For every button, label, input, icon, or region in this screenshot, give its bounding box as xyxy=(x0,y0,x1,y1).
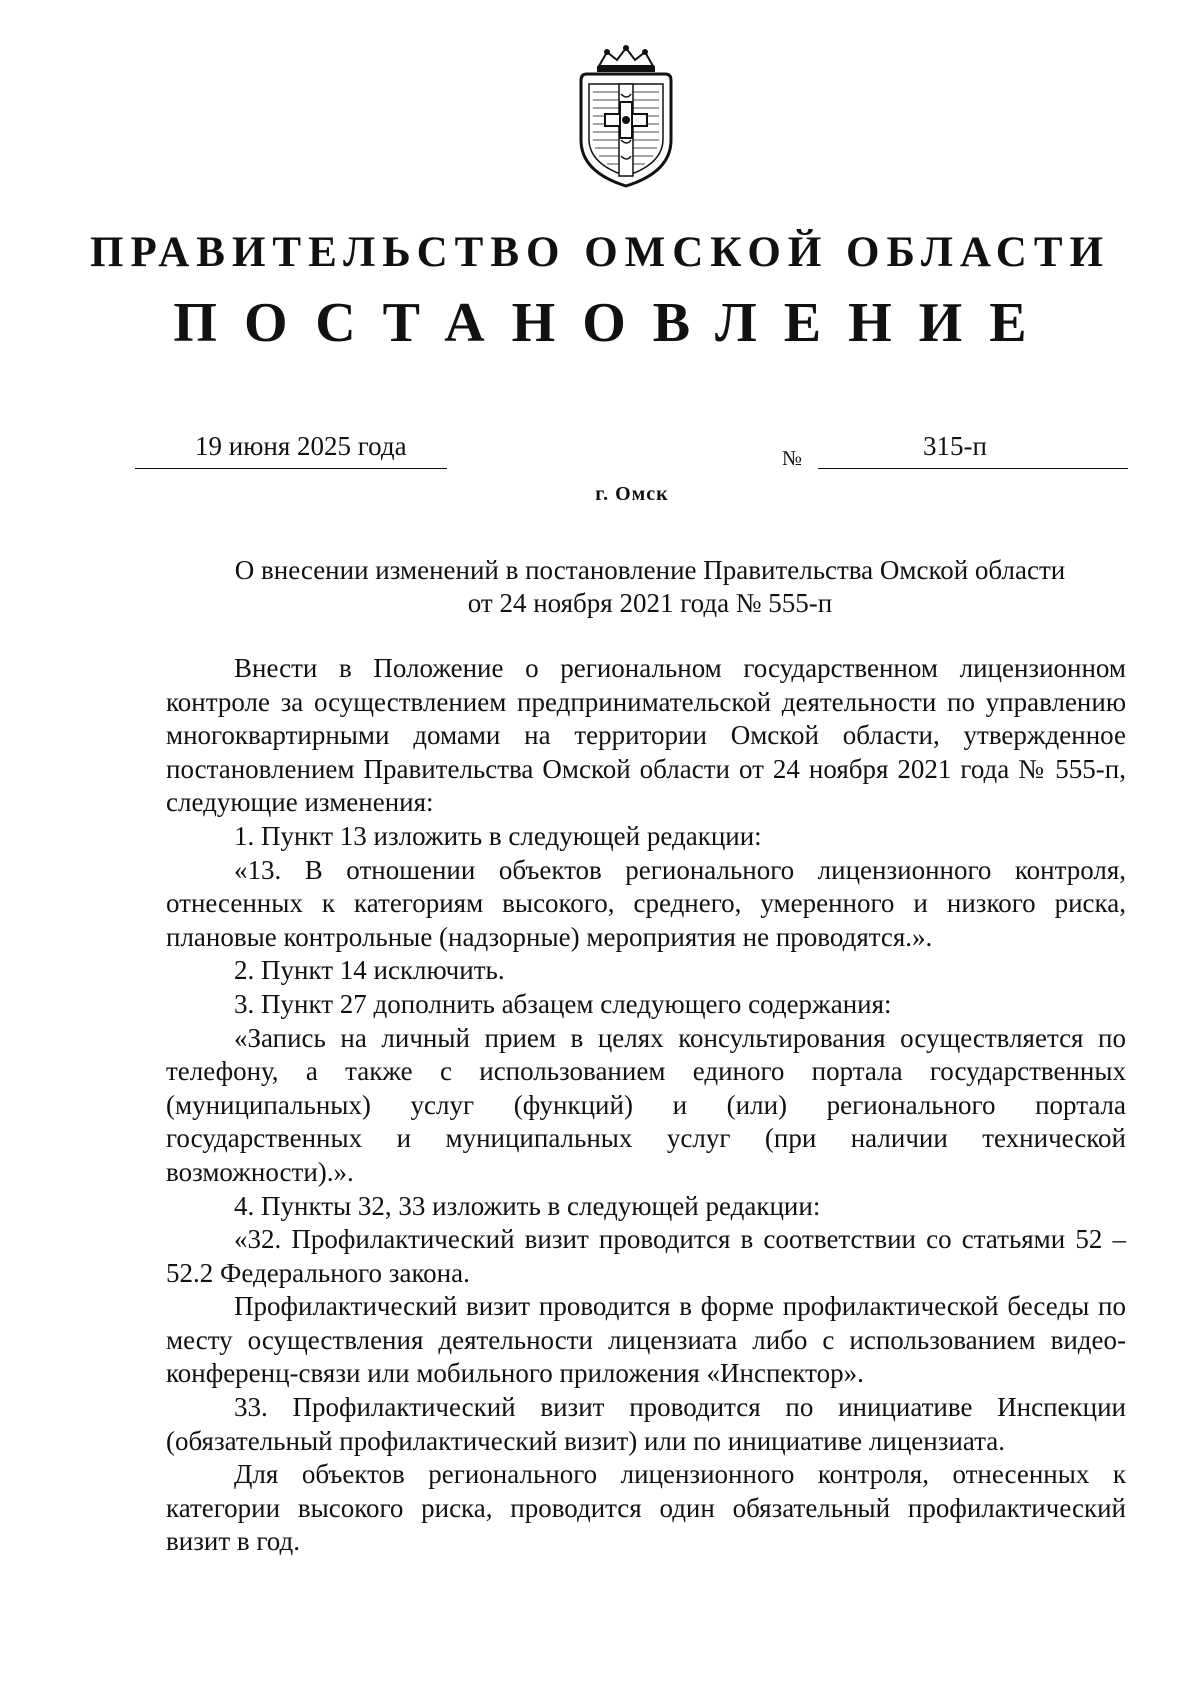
document-body xyxy=(166,652,1126,1559)
body-paragraph: 2. Пункт 14 исключить. xyxy=(234,955,505,986)
number-sign: № xyxy=(782,446,803,470)
body-paragraph: Для объектов регионального лицензионного контроля, отнесенных к категории высокого риска, проводится один обязательный профилактический визит в год. xyxy=(166,1459,1126,1557)
omsk-coat-of-arms-icon xyxy=(567,44,685,192)
body-paragraph: 1. Пункт 13 изложить в следующей редакции: xyxy=(234,820,762,851)
subject-line-2: от 24 ноября 2021 года № 555-п xyxy=(467,588,833,618)
government-title: ПРАВИТЕЛЬСТВО ОМСКОЙ ОБЛАСТИ xyxy=(90,229,1110,276)
subject-line-1: О внесении изменений в постановление Правительства Омской области xyxy=(234,555,1066,585)
document-city: г. Омск xyxy=(595,483,669,505)
document-type: ПОСТАНОВЛЕНИЕ xyxy=(173,292,1054,354)
document-date: 19 июня 2025 года xyxy=(195,431,407,461)
document-date-field xyxy=(135,428,447,469)
body-paragraph: 33. Профилактический визит проводится по инициативе Инспекции (обязательный профилактический визит) или по инициативе лицензиата. xyxy=(166,1392,1126,1456)
body-paragraph: Профилактический визит проводится в форме профилактической беседы по месту осуществления деятельности лицензиата либо с использованием видео-конференц-связи или мобильного приложения «Инспектор». xyxy=(166,1291,1126,1389)
document-number: 315-п xyxy=(923,431,987,461)
body-paragraph: «13. В отношении объектов регионального лицензионного контроля, отнесенных к категориям высокого, среднего, умеренного и низкого риска, плановые контрольные (надзорные) мероприятия не проводятся.». xyxy=(166,854,1126,952)
document-number-field xyxy=(818,428,1128,469)
body-paragraph: 3. Пункт 27 дополнить абзацем следующего содержания: xyxy=(234,988,892,1019)
body-paragraph: 4. Пункты 32, 33 изложить в следующей редакции: xyxy=(234,1190,821,1221)
document-subject xyxy=(150,554,1150,620)
body-paragraph: Внести в Положение о региональном государственном лицензионном контроле за осуществлением предпринимательской деятельности по управлению многоквартирными домами на территории Омской области, утвержденное постановлением Правительства Омской области от 24 ноября 2021 года № 555-п, следующие изменения: xyxy=(166,653,1126,818)
body-paragraph: «32. Профилактический визит проводится в соответствии со статьями 52 – 52.2 Федерального закона. xyxy=(166,1224,1126,1288)
body-paragraph: «Запись на личный прием в целях консультирования осуществляется по телефону, а также с использованием единого портала государственных (муниципальных) услуг (функций) и (или) регионального портала государственных и муниципальных услуг (при наличии технической возможности).». xyxy=(166,1022,1126,1187)
